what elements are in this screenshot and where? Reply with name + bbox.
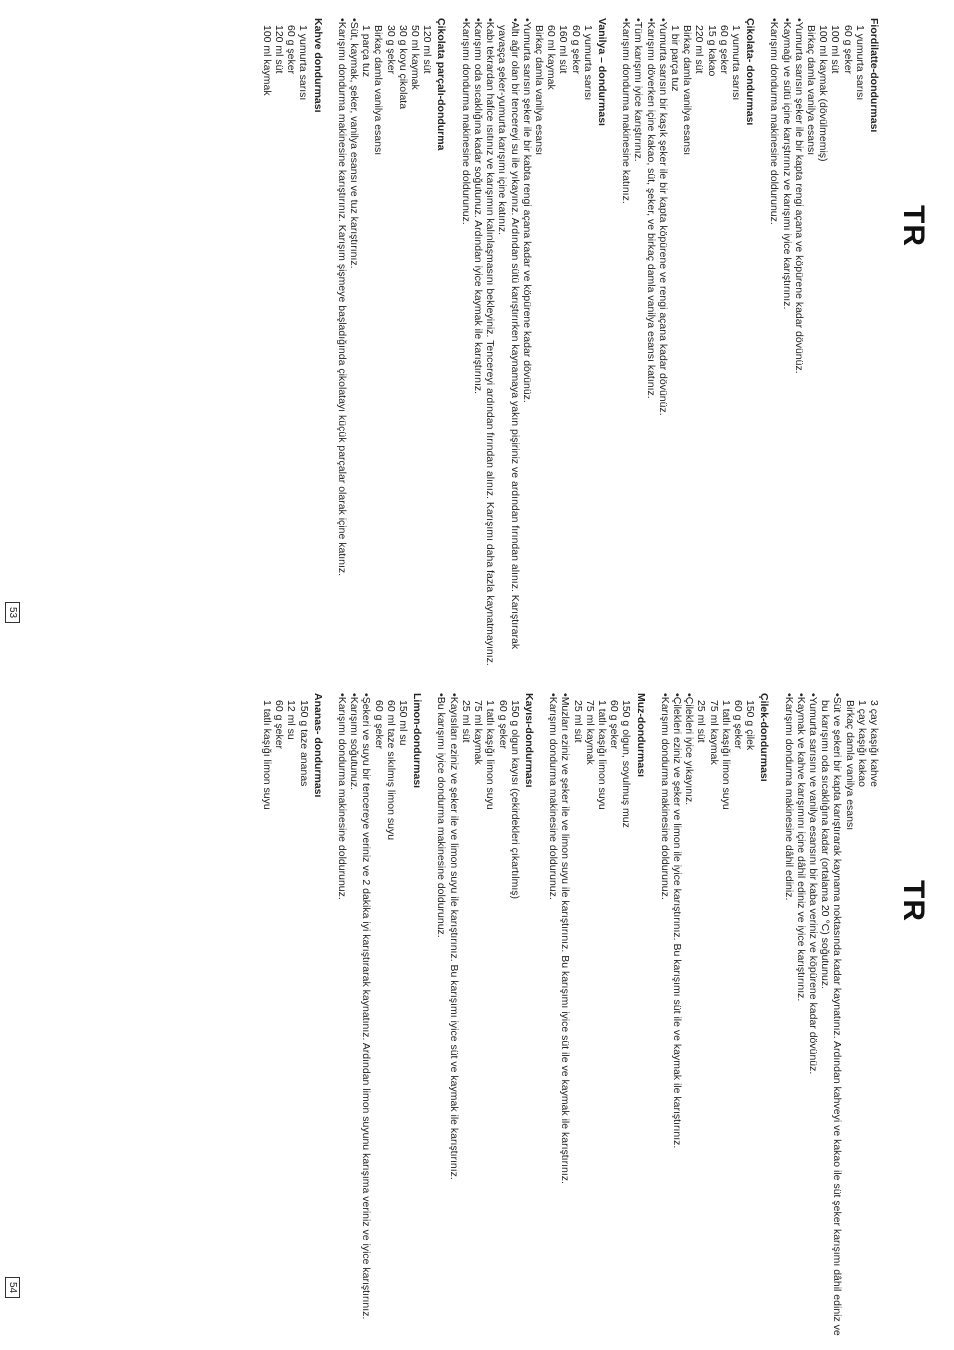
ingredient-item: 1 parça tuz [360, 25, 373, 77]
ingredient-item: 60 g şeker [608, 700, 621, 750]
ingredient-item: 60 g şeker [285, 25, 298, 75]
instruction-step: • Tüm karışımı iyice karıştırınız. [632, 18, 644, 668]
language-heading: TR [897, 880, 930, 922]
recipe-column [249, 18, 880, 668]
ingredient-item: 3 çay kaşığı kahve [868, 700, 880, 787]
ingredient-item: 75 ml kaymak [472, 700, 485, 765]
recipe [659, 693, 771, 1343]
recipe [261, 18, 324, 668]
recipe [336, 18, 448, 668]
instruction-step: • Karışımı dondurma makinesine karıştırınız. Karışım şişmeye başladığında çikolatayı küçük parçalar olarak içine katınız. [336, 18, 348, 668]
instruction-step: • Kaymağı ve sütü içine karıştırınız ve karışımı iyice karıştırınız. [780, 18, 792, 668]
instruction-step: • Karışımı dondurma makinesine doldurunuz. [659, 693, 671, 1343]
instruction-step: • Karışımı dondurma makinesine dâhil ediniz. [782, 693, 794, 1343]
ingredient-item: 30 g şeker [384, 25, 397, 75]
recipe [547, 693, 647, 1343]
ingredient-item: 160 ml süt [557, 25, 570, 74]
ingredient-item: 1 tatlı kaşığı limon suyu [719, 700, 732, 810]
ingredient-item: 100 ml süt [829, 25, 842, 74]
ingredient-item: 100 ml kaymak [260, 25, 273, 96]
ingredient-item: 1 bir parça tuz [668, 25, 681, 92]
recipe-title: Vanilya – dondurması [595, 18, 608, 126]
instruction-step: • Süt, kaymak, şeker, vanilya esansı ve tuz karıştırınız. [348, 18, 360, 668]
instruction-step: • Karışımı dondurma makinesine doldurunuz. [460, 18, 472, 668]
instruction-step: • Karışımı dondurma makinesine katınız. [620, 18, 632, 668]
instruction-step: • Şekeri ve suyu bir tencereye veriniz ve 2 dakika iyi karıştırarak kaynatınız. Ardından limon suyunu karışıma veriniz ve iyice karıştırınız. [360, 693, 372, 1343]
instruction-step: • Yumurta sarısını ve vanilya esansını bir kaba veriniz ve köpürene kadar dövünüz. [807, 693, 819, 1343]
recipe [620, 18, 756, 668]
ingredient-item: 60 g şeker [731, 700, 744, 750]
instruction-step: • Karışımı soğutunuz. [348, 693, 360, 1343]
ingredient-item: Birkaç damla vanilya esansı [532, 25, 545, 156]
instruction-step: • Yumurta sarısın bir kaşık şeker ile bir kapta köpürene ve rengi açana kadar dövünüz. [657, 18, 669, 668]
ingredient-item: 50 ml kaymak [409, 25, 422, 90]
instruction-step: • Çilekleri eziniz ve şeker ve limon ile iyice karıştırınız. Bu karışımı süt ile ve kaymak ile karıştırınız. [671, 693, 683, 1343]
instruction-step: • Kayısıları eziniz ve şeker ile ve limon suyu ile karıştırınız. Bu karışımı iyice süt ve kaymak ile karıştırınız. [448, 693, 460, 1343]
ingredient-item: 100 ml kaymak (dövülmemiş) [817, 25, 830, 162]
ingredient-item: Birkaç damla vanilya esansı [681, 25, 694, 156]
ingredient-item: 1 yumurta sarısı [729, 25, 742, 101]
ingredient-item: 25 ml süt [571, 700, 584, 743]
instruction-step: • Çilekleri iyice yıkayınız. [683, 693, 695, 1343]
ingredient-item: Birkaç damla vanilya esansı [843, 700, 856, 831]
page-54 [0, 675, 954, 1350]
instruction-step: • Yumurta sarısın şeker ile bir kapta rengi açana ve köpürene kadar dövünüz. [793, 18, 805, 668]
ingredient-item: 1 yumurta sarısı [581, 25, 594, 101]
ingredient-item: 1 yumurta sarısı [853, 25, 866, 101]
ingredient-item: 60 g şeker [717, 25, 730, 75]
instruction-step: • Altı ağır olan bir tencereyi su ile yıkayınız. Ardından sütü karıştırırken kaynamaya yakın pişiriniz ve ardından fırından alınız. Karıştırarak yavaşça şeker-yumurta karışımı içine katınız. [496, 18, 520, 668]
recipe-title: Çilek-dondurması [758, 693, 771, 782]
language-heading: TR [897, 205, 930, 247]
ingredient-item: 60 g şeker [496, 700, 509, 750]
ingredient-item: 1 tatlı kaşığı limon suyu [484, 700, 497, 810]
ingredient-item: 150 g çilek [744, 700, 757, 751]
ingredient-item: 1 çay kaşığı kakao [855, 700, 868, 787]
recipe-title: Çikolata- dondurması [744, 18, 757, 126]
ingredient-item: 1 tatlı kaşığı limon suyu [595, 700, 608, 810]
ingredient-item: 150 g olgun, soyulmuş muz [620, 700, 633, 828]
page-number: 53 [5, 602, 20, 623]
ingredient-item: 220 ml süt [693, 25, 706, 74]
instruction-step: • Süt ve şekeri bir kapta karıştırarak kaynama noktasında kadar kaynatınız. Ardından kahveyi ve kakao ile süt şeker karışımı dâhil ediniz ve bu karışımı oda sıcaklığına kadar (ortalama 20 °C) soğutunuz. [819, 693, 843, 1343]
instruction-step: • Karışımı döverken içine kakao, süt, şeker, ve birkaç damla vanilya esansı katınız. [644, 18, 656, 668]
ingredient-item: 25 ml süt [695, 700, 708, 743]
ingredient-item: 120 ml süt [421, 25, 434, 74]
recipe [336, 693, 423, 1343]
recipe [261, 693, 324, 1343]
instruction-step: • Yumurta sarısın şeker ile bir kabta rengi açana kadar ve köpürene kadar dövünüz. [521, 18, 533, 668]
ingredient-item: 15 g kakao [705, 25, 718, 77]
instruction-step: • Karışımı oda sıcaklığına kadar soğutunuz. Ardından iyice kaymak ile karıştırınız. [472, 18, 484, 668]
recipe-title: Fiordilatte-dondurması [868, 18, 880, 133]
recipe [768, 18, 880, 668]
ingredient-item: 60 g şeker [841, 25, 854, 75]
recipe-title: Ananas- dondurması [311, 693, 324, 798]
recipe [460, 18, 608, 668]
ingredient-item: 75 ml kaymak [707, 700, 720, 765]
ingredient-item: 30 g koyu çikolata [396, 25, 409, 110]
recipe-title: Limon-dondurması [411, 693, 424, 789]
ingredient-item: 60 ml taze sıkılmış limon suyu [384, 700, 397, 841]
ingredient-item: 12 ml su [285, 700, 298, 740]
instruction-step: • Muzları eziniz ve şeker ile ve limon suyu ile karıştırınız. Bu karışımı iyice süt ile ve kaymak ile karıştırınız. [559, 693, 571, 1343]
ingredient-item: 60 g şeker [273, 700, 286, 750]
recipe [782, 693, 880, 1343]
instruction-step: • Karışımı dondurma makinesine doldurunuz. [336, 693, 348, 1343]
ingredient-item: 25 ml süt [459, 700, 472, 743]
recipe-column [249, 693, 880, 1343]
instruction-step: • Karışımı dondurma makinesine doldurunuz. [547, 693, 559, 1343]
ingredient-item: 60 ml kaymak [545, 25, 558, 90]
ingredient-item: Birkaç damla vanilya esansı [372, 25, 385, 156]
page-number: 54 [5, 1277, 20, 1298]
ingredient-item: Birkaç damla vanilya esansı [804, 25, 817, 156]
recipe-title: Çikolata parçalı-dondurma [435, 18, 448, 151]
ingredient-item: 150 ml su [397, 700, 410, 746]
instruction-step: • Bu karışımı iyice dondurma makinesine doldurunuz. [435, 693, 447, 1343]
recipe-title: Kahve dondurması [311, 18, 324, 113]
ingredient-item: 150 g taze ananas [297, 700, 310, 787]
ingredient-item: 60 g şeker [372, 700, 385, 750]
ingredient-item: 120 ml süt [273, 25, 286, 74]
recipe-title: Muz-dondurması [634, 693, 647, 777]
page-54-rotated-frame [0, 675, 954, 1350]
instruction-step: • Karışımı dondurma makinesine doldurunuz. [768, 18, 780, 668]
instruction-step: • Kaymak ve kahve karışımını içine dâhil ediniz ve iyice karıştırınız. [795, 693, 807, 1343]
recipe [435, 693, 535, 1343]
ingredient-item: 1 tatlı kaşığı limon suyu [261, 700, 274, 810]
ingredient-item: 150 g olgun kayısı (çekirdekleri çıkartılmış) [508, 700, 521, 899]
recipe-title: Kayısı-dondurması [522, 693, 535, 788]
ingredient-item: 60 g şeker [569, 25, 582, 75]
ingredient-item: 75 ml kaymak [583, 700, 596, 765]
ingredient-item: 1 yumurta sarısı [297, 25, 310, 101]
instruction-step: • Kabı tekrardan hafice ısıtınız ve karışımın kalınlaşmasını bekleyiniz. Tencereyi ardından fırından alınız. Karışımı daha fazla kaynatmayınız. [484, 18, 496, 668]
